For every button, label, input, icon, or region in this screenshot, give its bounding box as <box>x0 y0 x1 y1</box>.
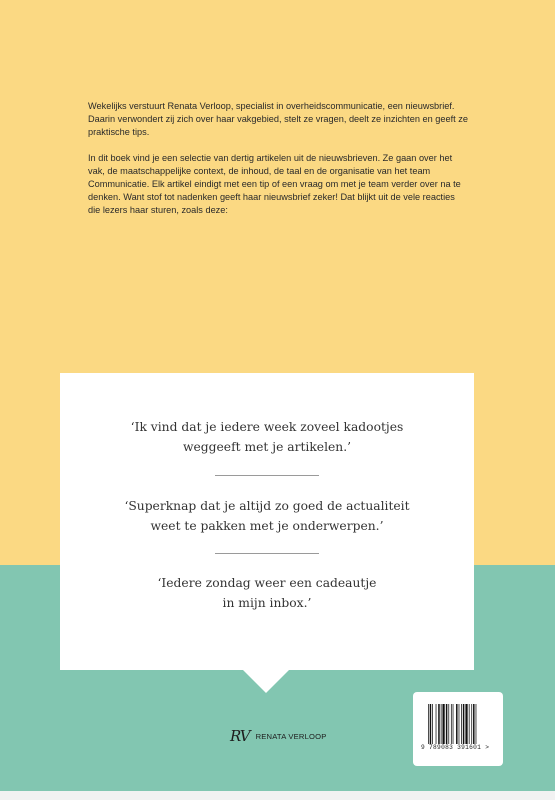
bottom-edge <box>0 791 555 800</box>
isbn-barcode <box>413 692 503 766</box>
quote-line: weggeeft met je artikelen.’ <box>182 440 352 454</box>
back-cover-blurb <box>88 100 468 230</box>
reader-quote-3 <box>60 573 474 613</box>
rv-monogram-icon: RV <box>230 727 250 745</box>
quote-line: ‘Iedere zondag weer een cadeautje <box>157 576 377 590</box>
quote-divider <box>215 475 319 476</box>
quote-divider <box>215 553 319 554</box>
blurb-paragraph-1: Wekelijks verstuurt Renata Verloop, specialist in overheidscommunicatie, een nieuwsbrief. Daarin verwondert zij zich over haar vakgebied, stelt ze vragen, deelt ze inzichten en geeft ze praktische tips. <box>88 101 468 137</box>
isbn-digits: 9 789083 391601 > <box>421 744 490 751</box>
publisher-name: RENATA VERLOOP <box>255 731 327 741</box>
quote-line: ‘Ik vind dat je iedere week zoveel kadootjes <box>130 420 404 434</box>
quote-line: weet te pakken met je onderwerpen.’ <box>150 519 384 533</box>
reader-quote-2 <box>60 496 474 536</box>
barcode-icon <box>428 704 494 744</box>
publisher-logo <box>230 726 326 746</box>
quote-card <box>60 373 474 670</box>
blurb-paragraph-2: In dit boek vind je een selectie van dertig artikelen uit de nieuwsbrieven. Ze gaan over het vak, de maatschappelijke context, de inhoud, de taal en de organisatie van het team Communicatie. Elk artikel eindigt met een tip of een vraag om met je team verder over na te denken. Want stof tot nadenken geeft haar nieuwsbrief zeker! Dat blijkt uit de vele reacties die lezers haar sturen, zoals deze: <box>88 153 461 215</box>
speech-bubble-pointer <box>242 669 290 693</box>
reader-quote-1 <box>60 417 474 457</box>
quote-line: in mijn inbox.’ <box>222 596 312 610</box>
quote-line: ‘Superknap dat je altijd zo goed de actualiteit <box>124 499 410 513</box>
